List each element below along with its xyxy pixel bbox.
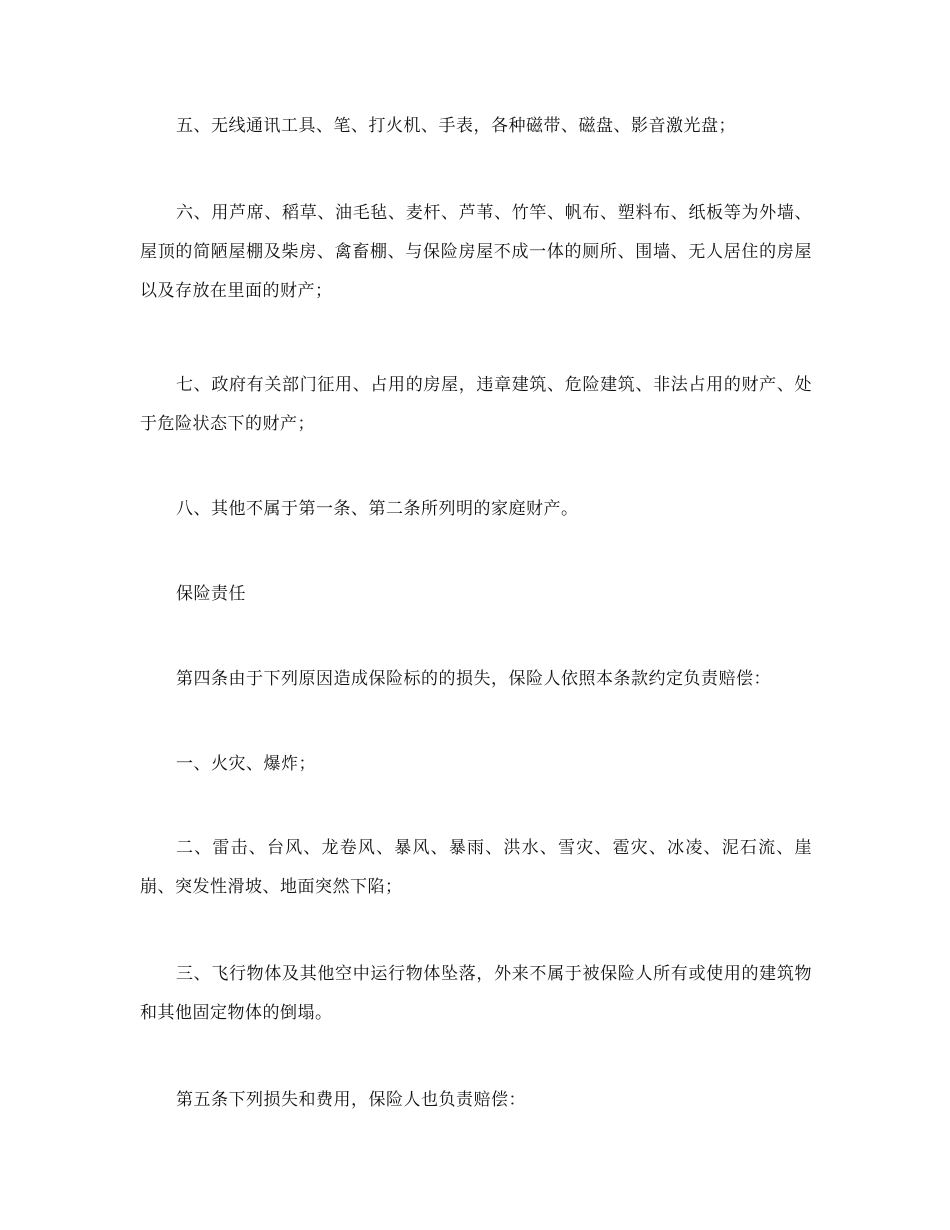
liability-item-3: 三、飞行物体及其他空中运行物体坠落，外来不属于被保险人所有或使用的建筑物和其他固定物体的倒塌。 <box>140 964 812 1023</box>
paragraph-item-6: 六、用芦席、稻草、油毛毡、麦杆、芦苇、竹竿、帆布、塑料布、纸板等为外墙、屋顶的简陋屋棚及柴房、禽畜棚、与保险房屋不成一体的厕所、围墙、无人居住的房屋以及存放在里面的财产； <box>140 203 812 301</box>
liability-item-2: 二、雷击、台风、龙卷风、暴风、暴雨、洪水、雪灾、雹灾、冰凌、泥石流、崖崩、突发性滑坡、地面突然下陷； <box>140 838 812 897</box>
paragraph-item-5: 五、无线通讯工具、笔、打火机、手表，各种磁带、磁盘、影音激光盘； <box>176 116 736 136</box>
paragraph-item-8: 八、其他不属于第一条、第二条所列明的家庭财产。 <box>176 499 579 519</box>
liability-item-1: 一、火灾、爆炸； <box>176 754 316 774</box>
section-heading-insurance-liability: 保险责任 <box>176 584 246 604</box>
article-4: 第四条由于下列原因造成保险标的的损失，保险人依照本条款约定负责赔偿： <box>176 669 771 689</box>
article-5: 第五条下列损失和费用，保险人也负责赔偿： <box>176 1090 526 1110</box>
paragraph-item-7: 七、政府有关部门征用、占用的房屋，违章建筑、危险建筑、非法占用的财产、处于危险状态下的财产； <box>140 375 812 434</box>
